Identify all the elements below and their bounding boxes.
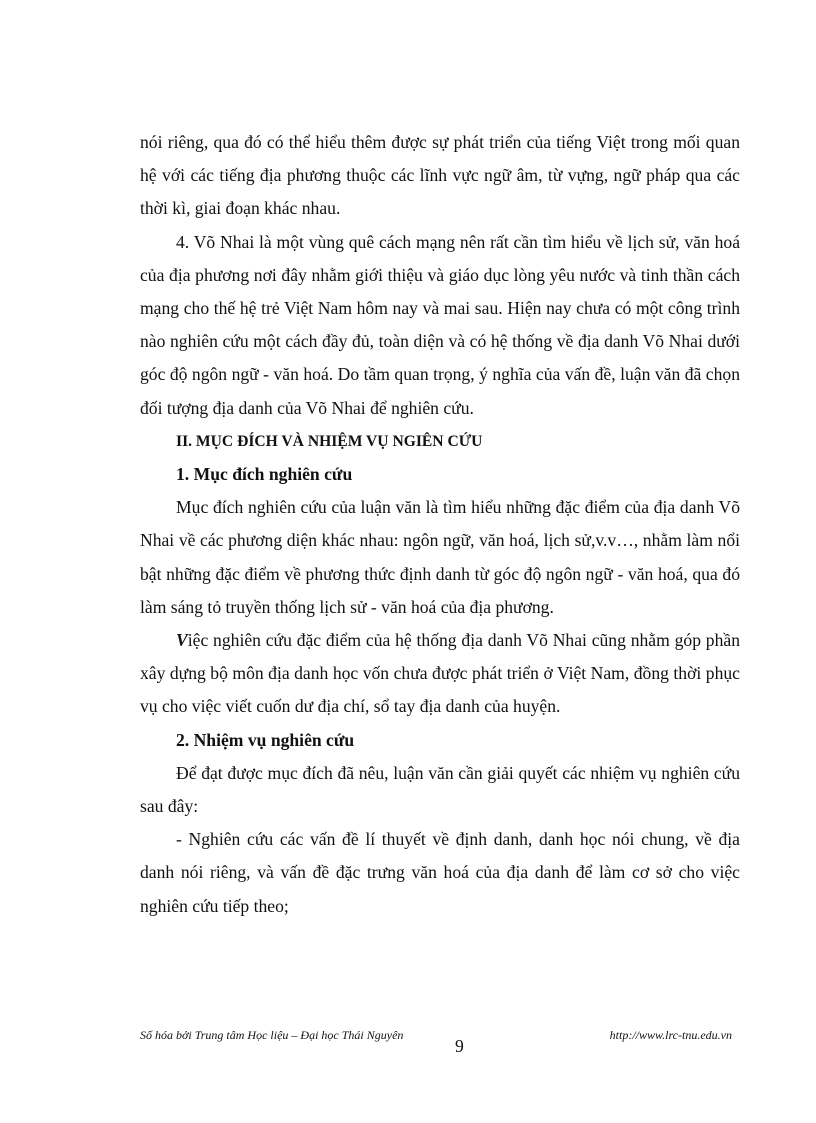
paragraph-contribution-text: iệc nghiên cứu đặc điểm của hệ thống địa danh Võ Nhai cũng nhằm góp phần xây dựng bộ môn địa danh học vốn chưa được phát triển ở Việt Nam, đồng thời phục vụ cho việc viết cuốn dư địa chí, sổ tay địa danh của huyện. — [140, 630, 740, 717]
section-heading-ii: II. MỤC ĐÍCH VÀ NHIỆM VỤ NGIÊN CỨU — [176, 432, 483, 450]
paragraph-contribution — [140, 624, 740, 724]
drop-letter: V — [176, 630, 188, 651]
paragraph-tasks-intro: Để đạt được mục đích đã nêu, luận văn cần giải quyết các nhiệm vụ nghiên cứu sau đây: — [140, 762, 740, 817]
paragraph-task-1: - Nghiên cứu các vấn đề lí thuyết về định danh, danh học nói chung, về địa danh nói riêng, và vấn đề đặc trưng văn hoá của địa danh để làm cơ sở cho việc nghiên cứu tiếp theo; — [140, 829, 740, 916]
paragraph-purpose: Mục đích nghiên cứu của luận văn là tìm hiểu những đặc điểm của địa danh Võ Nhai về các phương diện khác nhau: ngôn ngữ, văn hoá, lịch sử,v.v…, nhằm làm nổi bật những đặc điểm về phương thức định danh từ góc độ ngôn ngữ - văn hoá, qua đó làm sáng tỏ truyền thống lịch sử - văn hoá của địa phương. — [140, 497, 740, 617]
page-number: 9 — [455, 1036, 464, 1056]
paragraph-point-4: 4. Võ Nhai là một vùng quê cách mạng nên rất cần tìm hiểu về lịch sử, văn hoá của địa phương nơi đây nhằm giới thiệu và giáo dục lòng yêu nước và tinh thần cách mạng cho thế hệ trẻ Việt Nam hôm nay và mai sau. Hiện nay chưa có một công trình nào nghiên cứu một cách đầy đủ, toàn diện và có hệ thống về địa danh Võ Nhai dưới góc độ ngôn ngữ - văn hoá. Do tầm quan trọng, ý nghĩa của vấn đề, luận văn đã chọn đối tượng địa danh của Võ Nhai để nghiên cứu. — [140, 231, 740, 418]
subheading-purpose: 1. Mục đích nghiên cứu — [176, 464, 353, 485]
paragraph-continuation: nói riêng, qua đó có thể hiểu thêm được sự phát triển của tiếng Việt trong mối quan hệ với các tiếng địa phương thuộc các lĩnh vực ngữ âm, từ vựng, ngữ pháp qua các thời kì, giai đoạn khác nhau. — [140, 132, 740, 219]
subheading-tasks: 2. Nhiệm vụ nghiên cứu — [176, 729, 355, 750]
page-footer — [140, 1024, 740, 1064]
body-text — [140, 126, 740, 923]
footer-digitized-by: Số hóa bởi Trung tâm Học liệu – Đại học Thái Nguyên — [140, 1028, 404, 1042]
footer-url: http://www.lrc-tnu.edu.vn — [609, 1028, 732, 1042]
